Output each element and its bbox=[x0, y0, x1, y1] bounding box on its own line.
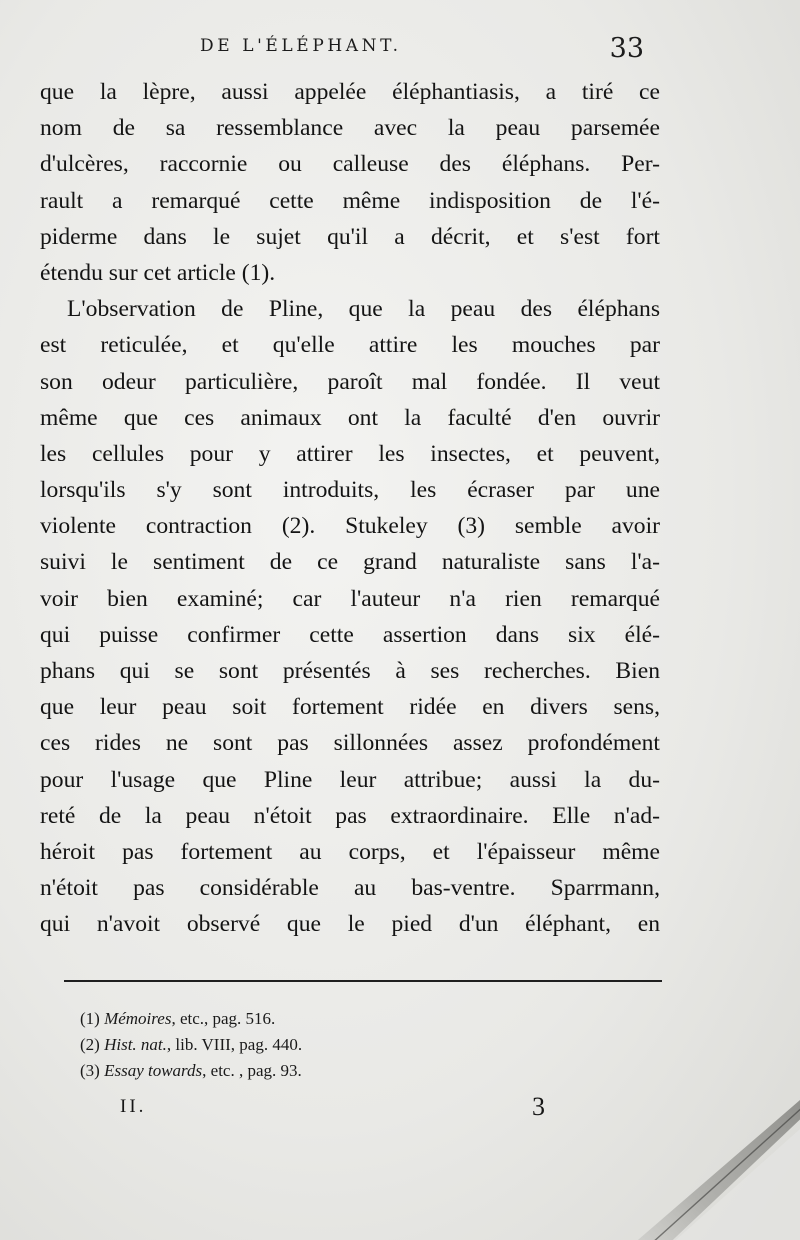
text-line: les cellules pour y attirer les insectes, et peuvent, bbox=[40, 440, 660, 467]
footnote-mark: (1) bbox=[80, 1009, 100, 1028]
text-line: rault a remarqué cette même indisposition de l'é- bbox=[40, 187, 660, 214]
text-line: L'observation de Pline, que la peau des éléphans bbox=[67, 296, 660, 323]
text-line: héroit pas fortement au corps, et l'épaisseur même bbox=[40, 838, 660, 865]
footnote-rule bbox=[64, 980, 662, 982]
volume-signature: II. bbox=[120, 1096, 147, 1117]
text-line: ces rides ne sont pas sillonnées assez profondément bbox=[40, 730, 660, 757]
text-line: nom de sa ressemblance avec la peau parsemée bbox=[40, 115, 660, 142]
text-line: est reticulée, et qu'elle attire les mouches par bbox=[40, 332, 660, 359]
footnote bbox=[80, 1058, 640, 1084]
text-line: pour l'usage que Pline leur attribue; aussi la du- bbox=[40, 766, 660, 793]
gathering-signature: 3 bbox=[532, 1092, 545, 1121]
text-line: n'étoit pas considérable au bas-ventre. Sparrmann, bbox=[40, 875, 660, 902]
text-line: qui puisse confirmer cette assertion dans six élé- bbox=[40, 621, 660, 648]
running-head bbox=[0, 33, 800, 66]
footnote bbox=[80, 1006, 640, 1032]
text-line: étendu sur cet article (1). bbox=[40, 259, 276, 286]
footnote-text: , etc., pag. 516. bbox=[171, 1009, 276, 1028]
text-line: lorsqu'ils s'y sont introduits, les écraser par une bbox=[40, 477, 660, 504]
body-text bbox=[40, 74, 660, 943]
footnote-title: Essay towards bbox=[104, 1061, 203, 1080]
footnote-mark: (2) bbox=[80, 1035, 100, 1054]
running-title: DE L'ÉLÉPHANT. bbox=[200, 36, 402, 56]
footnote-title: Mémoires bbox=[104, 1009, 172, 1028]
footnotes bbox=[80, 1006, 640, 1084]
text-line: suivi le sentiment de ce grand naturaliste sans l'a- bbox=[40, 549, 660, 576]
text-line: phans qui se sont présentés à ses recherches. Bien bbox=[40, 658, 660, 684]
footnote-mark: (3) bbox=[80, 1061, 100, 1080]
text-line: son odeur particulière, paroît mal fondée. Il veut bbox=[40, 368, 660, 395]
page-fold-shadow bbox=[560, 1060, 800, 1240]
text-line: voir bien examiné; car l'auteur n'a rien remarqué bbox=[40, 585, 660, 612]
text-line: d'ulcères, raccornie ou calleuse des éléphans. Per- bbox=[40, 151, 660, 178]
text-line: que la lèpre, aussi appelée éléphantiasis, a tiré ce bbox=[40, 79, 660, 105]
text-line: que leur peau soit fortement ridée en divers sens, bbox=[40, 694, 660, 721]
footnote-text: , lib. VIII, pag. 440. bbox=[166, 1035, 303, 1054]
text-line: piderme dans le sujet qu'il a décrit, et s'est fort bbox=[40, 223, 660, 250]
page-number: 33 bbox=[609, 33, 644, 64]
footnote-text: , etc. , pag. 93. bbox=[202, 1061, 302, 1080]
signature-row bbox=[0, 1094, 800, 1128]
text-line: reté de la peau n'étoit pas extraordinaire. Elle n'ad- bbox=[40, 802, 660, 829]
footnote-title: Hist. nat. bbox=[104, 1035, 167, 1054]
text-line: violente contraction (2). Stukeley (3) semble avoir bbox=[40, 513, 660, 540]
text-line: qui n'avoit observé que le pied d'un éléphant, en bbox=[40, 911, 660, 938]
footnote bbox=[80, 1032, 640, 1058]
text-line: même que ces animaux ont la faculté d'en ouvrir bbox=[40, 404, 660, 431]
